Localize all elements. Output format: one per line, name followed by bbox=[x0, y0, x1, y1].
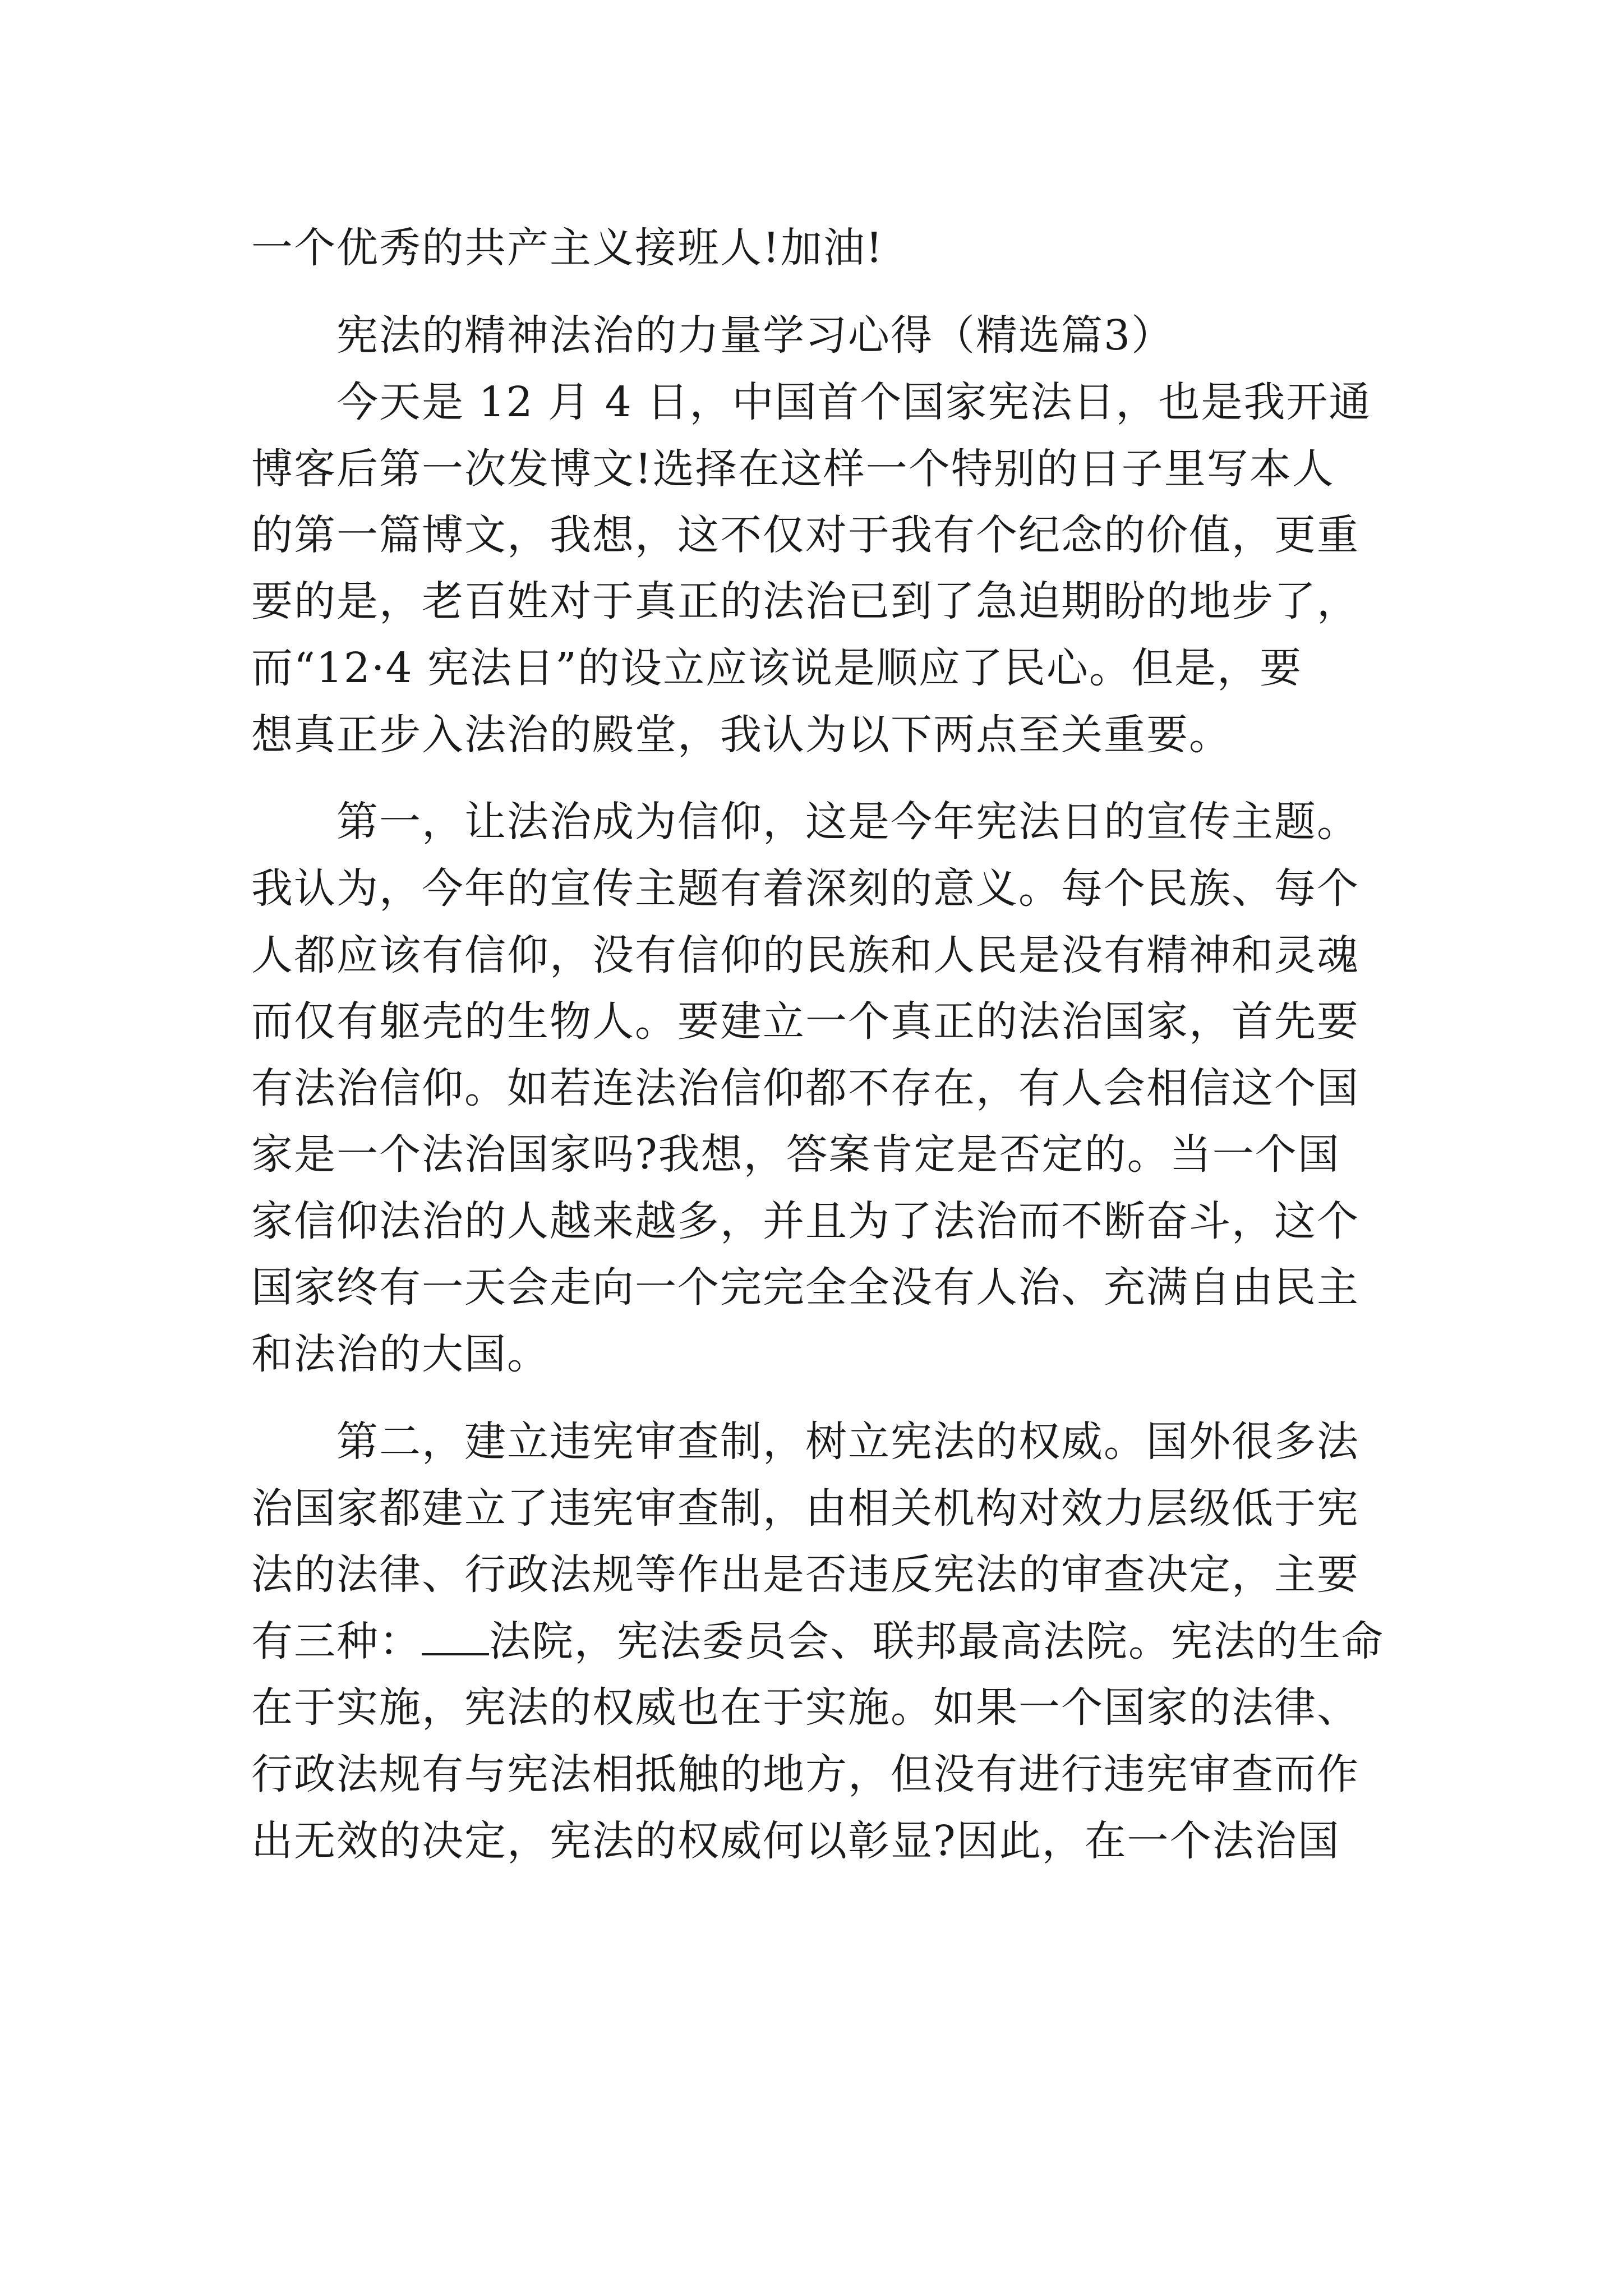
text-line: 第二，建立违宪审查制，树立宪法的权威。国外很多法 bbox=[336, 1418, 1359, 1466]
text-line: 博客后第一次发博文!选择在这样一个特别的日子里写本人 bbox=[251, 445, 1335, 493]
text-line: 想真正步入法治的殿堂，我认为以下两点至关重要。 bbox=[251, 711, 1232, 759]
fill-in-blank bbox=[422, 1619, 489, 1655]
text-line: 治国家都建立了违宪审查制，由相关机构对效力层级低于宪 bbox=[251, 1484, 1359, 1533]
text-line: 今天是 12 月 4 日，中国首个国家宪法日，也是我开通 bbox=[336, 378, 1372, 426]
text-fragment: 法院，宪法委员会、联邦最高法院。宪法的生命 bbox=[489, 1617, 1384, 1665]
text-line: 我认为，今年的宣传主题有着深刻的意义。每个民族、每个 bbox=[251, 864, 1359, 913]
text-line: 的第一篇博文，我想，这不仅对于我有个纪念的价值，更重 bbox=[251, 511, 1359, 559]
text-line: 要的是，老百姓对于真正的法治已到了急迫期盼的地步了， bbox=[251, 577, 1359, 625]
text-line: 和法治的大国。 bbox=[251, 1330, 550, 1378]
text-line: 法的法律、行政法规等作出是否违反宪法的审查决定，主要 bbox=[251, 1550, 1359, 1599]
text-line: 在于实施，宪法的权威也在于实施。如果一个国家的法律、 bbox=[251, 1683, 1359, 1732]
text-fragment: 有三种： bbox=[251, 1617, 422, 1665]
text-line: 有法治信仰。如若连法治信仰都不存在，有人会相信这个国 bbox=[251, 1064, 1359, 1112]
text-line: 出无效的决定，宪法的权威何以彰显?因此，在一个法治国 bbox=[251, 1817, 1340, 1865]
text-line: 一个优秀的共产主义接班人!加油! bbox=[251, 224, 884, 272]
text-line: 第一，让法治成为信仰，这是今年宪法日的宣传主题。 bbox=[336, 798, 1359, 846]
text-line: 而“12·4 宪法日”的设立应该说是顺应了民心。但是，要 bbox=[251, 644, 1302, 692]
text-line: 行政法规有与宪法相抵触的地方，但没有进行违宪审查而作 bbox=[251, 1750, 1359, 1798]
text-line: 家信仰法治的人越来越多，并且为了法治而不断奋斗，这个 bbox=[251, 1197, 1359, 1245]
text-line: 人都应该有信仰，没有信仰的民族和人民是没有精神和灵魂 bbox=[251, 931, 1359, 979]
text-line: 家是一个法治国家吗?我想，答案肯定是否定的。当一个国 bbox=[251, 1130, 1340, 1179]
section-heading: 宪法的精神法治的力量学习心得（精选篇3） bbox=[336, 311, 1174, 360]
text-line: 国家终有一天会走向一个完完全全没有人治、充满自由民主 bbox=[251, 1263, 1359, 1312]
text-line: 而仅有躯壳的生物人。要建立一个真正的法治国家，首先要 bbox=[251, 997, 1359, 1046]
text-line-with-blank bbox=[251, 1613, 1401, 1669]
